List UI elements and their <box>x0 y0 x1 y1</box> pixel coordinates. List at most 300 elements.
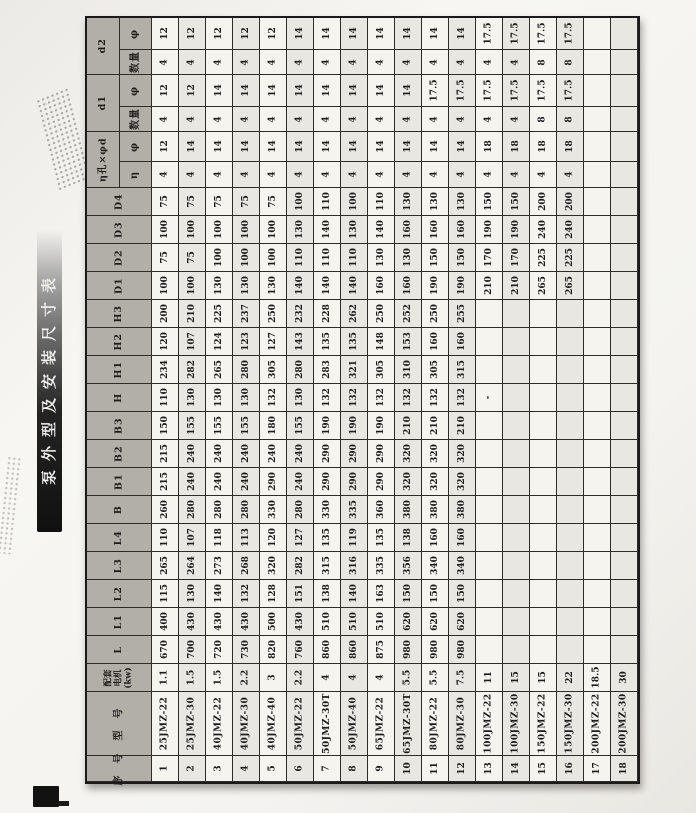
row-group-label <box>87 132 120 188</box>
table-cell <box>422 636 449 664</box>
table-cell-text: 4 <box>429 171 440 178</box>
table-cell <box>287 756 314 782</box>
table-cell <box>368 580 395 608</box>
table-cell <box>395 162 422 188</box>
table-cell <box>314 384 341 412</box>
table-cell <box>449 216 476 244</box>
row-label-text: H1 <box>113 360 125 379</box>
table-cell-text: 40JMZ-22 <box>213 696 224 751</box>
table-cell-text: 430 <box>186 612 197 631</box>
table-cell-text: 110 <box>375 192 386 211</box>
table-cell-text: 14 <box>510 762 521 775</box>
row-label-text: B <box>113 504 125 515</box>
table-cell-text: 4 <box>213 115 224 123</box>
table-cell-text: 12 <box>159 27 170 40</box>
row-label <box>87 636 152 664</box>
table-cell <box>503 412 530 440</box>
row-label-text: L1 <box>113 613 125 630</box>
table-cell <box>557 272 584 300</box>
table-cell <box>611 440 638 468</box>
table-cell-text: 14 <box>402 84 413 97</box>
table-cell <box>422 412 449 440</box>
table-cell <box>530 524 557 552</box>
table-cell <box>179 107 206 132</box>
table-cell <box>260 244 287 272</box>
table-cell-text: 135 <box>348 332 359 351</box>
table-cell <box>611 272 638 300</box>
table-cell-text: 160 <box>429 528 440 547</box>
table-cell <box>152 50 179 75</box>
table-cell-text: 262 <box>348 304 359 323</box>
table-cell-text: 280 <box>240 360 251 379</box>
table-cell <box>449 636 476 664</box>
table-cell <box>449 756 476 782</box>
table-cell <box>476 162 503 188</box>
table-cell <box>368 552 395 580</box>
table-cell-text: 110 <box>348 248 359 267</box>
row-label <box>87 356 152 384</box>
table-cell-text: 15 <box>537 671 548 684</box>
table-cell-text: 2.2 <box>294 669 305 686</box>
table-cell-text: 4 <box>213 58 224 66</box>
row-label-text: L2 <box>113 585 125 602</box>
table-cell <box>395 756 422 782</box>
table-cell <box>476 244 503 272</box>
table-cell <box>314 552 341 580</box>
table-cell <box>476 132 503 162</box>
table-cell <box>530 608 557 636</box>
table-cell <box>395 440 422 468</box>
table-cell-text: 240 <box>186 444 197 463</box>
table-cell <box>476 552 503 580</box>
table-cell-text: 75 <box>240 195 251 208</box>
table-cell-text: 75 <box>186 195 197 208</box>
table-cell <box>314 132 341 162</box>
table-cell-text: 4 <box>267 171 278 178</box>
table-cell <box>341 412 368 440</box>
table-cell-text: 14 <box>402 140 413 153</box>
table-cell <box>314 300 341 328</box>
table-cell <box>449 468 476 496</box>
table-cell-text: 100 <box>348 192 359 211</box>
table-cell-text: 150 <box>402 584 413 603</box>
table-cell <box>287 356 314 384</box>
table-cell <box>503 107 530 132</box>
table-cell <box>530 216 557 244</box>
table-cell <box>206 664 233 692</box>
table-cell-text: 190 <box>375 416 386 435</box>
table-cell <box>395 244 422 272</box>
table-cell-text: 8 <box>537 58 548 66</box>
row-sublabel <box>120 132 152 162</box>
table-cell-text: 151 <box>294 584 305 603</box>
table-cell-text: 132 <box>402 388 413 407</box>
table-cell-text: 4 <box>456 171 467 178</box>
table-cell-text: 130 <box>267 276 278 295</box>
table-cell <box>476 75 503 107</box>
row-label <box>87 664 152 692</box>
table-cell-text: 14 <box>375 140 386 153</box>
table-cell <box>449 412 476 440</box>
table-cell-text: 17.5 <box>510 79 521 102</box>
table-cell <box>260 107 287 132</box>
table-cell <box>422 50 449 75</box>
table-cell-text: 7 <box>321 765 332 772</box>
table-cell-text: 760 <box>294 640 305 659</box>
table-cell-text: 320 <box>402 444 413 463</box>
row-label <box>87 328 152 356</box>
row-label <box>87 468 152 496</box>
table-cell <box>584 384 611 412</box>
table-cell <box>611 412 638 440</box>
table-cell <box>422 440 449 468</box>
table-cell-text: 150 <box>510 192 521 211</box>
table-cell-text: 18 <box>618 762 629 775</box>
table-cell <box>422 692 449 756</box>
table-cell-text: 320 <box>402 472 413 491</box>
table-cell <box>503 75 530 107</box>
table-cell <box>476 496 503 524</box>
table-cell-text: 14 <box>294 27 305 40</box>
table-cell <box>395 216 422 244</box>
table-cell-text: 190 <box>456 276 467 295</box>
table-cell-text: 5 <box>267 765 278 772</box>
table-cell-text: 130 <box>213 276 224 295</box>
table-cell <box>395 75 422 107</box>
table-cell-text: 80JMZ-22 <box>429 696 440 751</box>
table-cell-text: 11 <box>429 762 440 775</box>
table-cell <box>368 244 395 272</box>
table-cell <box>287 272 314 300</box>
table-cell <box>368 524 395 552</box>
table-cell-text: 190 <box>321 416 332 435</box>
table-cell-text: 140 <box>294 276 305 295</box>
table-cell-text: 160 <box>402 220 413 239</box>
table-cell <box>611 384 638 412</box>
row-sublabel <box>120 75 152 107</box>
row-label <box>87 580 152 608</box>
table-cell <box>260 18 287 50</box>
table-cell <box>152 524 179 552</box>
table-cell <box>557 524 584 552</box>
table-cell-text: 155 <box>294 416 305 435</box>
table-cell <box>584 272 611 300</box>
table-cell-text: 50JMZ-30T <box>321 693 332 754</box>
row-label-line: 电机 <box>114 669 124 687</box>
table-cell-text: 4 <box>159 171 170 178</box>
table-cell <box>206 756 233 782</box>
table-cell <box>449 692 476 756</box>
table-cell-text: 135 <box>321 332 332 351</box>
table-cell <box>314 107 341 132</box>
table-cell-text: 3 <box>213 765 224 772</box>
table-cell <box>287 692 314 756</box>
table-cell <box>611 75 638 107</box>
table-cell <box>449 356 476 384</box>
table-cell <box>530 756 557 782</box>
table-cell <box>422 272 449 300</box>
table-cell <box>395 580 422 608</box>
table-cell-text: 100 <box>159 220 170 239</box>
table-cell-text: 140 <box>321 220 332 239</box>
table-cell <box>476 107 503 132</box>
table-cell <box>341 272 368 300</box>
table-cell <box>260 75 287 107</box>
table-cell <box>152 244 179 272</box>
table-cell <box>611 216 638 244</box>
table-cell-text: 10 <box>402 762 413 775</box>
table-cell <box>206 440 233 468</box>
table-cell <box>206 107 233 132</box>
table-cell-text: 132 <box>267 388 278 407</box>
table-cell-text: 860 <box>321 640 332 659</box>
table-cell-text: 17 <box>591 762 602 775</box>
table-cell-text: 290 <box>348 444 359 463</box>
table-cell-text: 1.5 <box>186 669 197 686</box>
table-cell <box>152 188 179 216</box>
table-cell <box>233 244 260 272</box>
row-label <box>87 524 152 552</box>
table-cell-text: 6 <box>294 765 305 772</box>
table-cell <box>341 756 368 782</box>
table-cell-text: 153 <box>402 332 413 351</box>
table-cell <box>395 328 422 356</box>
row-label-text: B1 <box>113 473 125 490</box>
table-cell-text: 282 <box>186 360 197 379</box>
table-cell-text: 18 <box>564 140 575 153</box>
table-cell <box>314 356 341 384</box>
table-cell <box>233 608 260 636</box>
table-cell-text: 430 <box>213 612 224 631</box>
table-cell <box>341 107 368 132</box>
table-cell-text: 321 <box>348 360 359 379</box>
table-cell <box>260 552 287 580</box>
table-cell-text: 17.5 <box>483 22 494 45</box>
table-cell <box>233 756 260 782</box>
table-cell <box>152 552 179 580</box>
table-cell-text: 200JMZ-22 <box>591 693 602 754</box>
table-cell <box>368 356 395 384</box>
table-cell-text: 820 <box>267 640 278 659</box>
table-cell-text: 25JMZ-30 <box>186 696 197 751</box>
table-cell <box>152 300 179 328</box>
table-cell-text: 4 <box>267 58 278 66</box>
table-cell-text: 4 <box>429 58 440 66</box>
table-cell <box>611 524 638 552</box>
table-cell-text: 310 <box>402 360 413 379</box>
table-cell <box>179 608 206 636</box>
table-cell-text: 4 <box>240 58 251 66</box>
table-cell-text: 100 <box>294 192 305 211</box>
table-cell <box>233 107 260 132</box>
table-cell <box>449 300 476 328</box>
table-cell <box>476 216 503 244</box>
table-cell <box>314 50 341 75</box>
table-cell-text: 8 <box>564 115 575 123</box>
table-cell <box>287 384 314 412</box>
table-cell <box>557 636 584 664</box>
table-cell <box>611 636 638 664</box>
table-cell-text: 240 <box>240 444 251 463</box>
table-cell <box>422 664 449 692</box>
table-cell <box>287 580 314 608</box>
table-cell-text: 130 <box>375 248 386 267</box>
table-cell-text: 113 <box>240 528 251 547</box>
table-cell-text: 4 <box>348 674 359 681</box>
table-cell-text: 264 <box>186 556 197 575</box>
table-cell-text: 130 <box>186 584 197 603</box>
table-cell-text: 240 <box>564 220 575 239</box>
table-cell-text: 335 <box>375 556 386 575</box>
table-cell <box>233 162 260 188</box>
table-cell-text: 100 <box>186 220 197 239</box>
table-cell-text: 240 <box>294 472 305 491</box>
table-cell-text: 140 <box>375 220 386 239</box>
table-cell-text: 40JMZ-30 <box>240 696 251 751</box>
row-label <box>87 440 152 468</box>
table-cell-text: 65JMZ-30T <box>402 693 413 754</box>
table-cell <box>260 188 287 216</box>
table-cell <box>476 440 503 468</box>
table-cell-text: 107 <box>186 332 197 351</box>
table-cell <box>341 75 368 107</box>
table-cell-text: 240 <box>537 220 548 239</box>
table-cell <box>449 132 476 162</box>
table-cell-text: 150JMZ-30 <box>564 693 575 754</box>
table-cell-text: 4 <box>483 58 494 66</box>
row-label-text: L3 <box>113 557 125 574</box>
table-cell <box>395 496 422 524</box>
table-cell-text: 18 <box>537 140 548 153</box>
table-cell <box>530 300 557 328</box>
table-cell <box>449 496 476 524</box>
table-cell-text: 130 <box>186 388 197 407</box>
table-cell-text: 130 <box>456 192 467 211</box>
table-cell-text: 65JMZ-22 <box>375 696 386 751</box>
table-cell <box>449 328 476 356</box>
table-cell <box>476 756 503 782</box>
table-cell <box>314 272 341 300</box>
table-cell-text: 100 <box>267 220 278 239</box>
table-cell <box>530 328 557 356</box>
table-cell <box>557 384 584 412</box>
table-cell-text: 130 <box>213 388 224 407</box>
table-cell-text: 14 <box>375 27 386 40</box>
table-cell-text: 4 <box>510 115 521 123</box>
row-label-text: 序 号 <box>113 752 124 785</box>
table-cell <box>314 18 341 50</box>
table-cell-text: 130 <box>240 276 251 295</box>
table-cell-text: 14 <box>456 140 467 153</box>
table-cell <box>179 75 206 107</box>
table-cell <box>206 188 233 216</box>
row-label-line: 配套 <box>104 669 114 687</box>
table-cell <box>287 468 314 496</box>
table-cell-text: 4 <box>456 115 467 123</box>
table-cell <box>530 18 557 50</box>
table-cell <box>233 580 260 608</box>
row-label <box>87 608 152 636</box>
table-cell <box>233 216 260 244</box>
table-cell-text: 75 <box>159 195 170 208</box>
table-cell-text: 190 <box>348 416 359 435</box>
table-cell-text: 130 <box>429 192 440 211</box>
table-cell-text: 4 <box>267 115 278 123</box>
table-cell <box>206 692 233 756</box>
table-cell <box>152 384 179 412</box>
table-cell <box>503 216 530 244</box>
table-cell <box>260 692 287 756</box>
table-cell-text: 268 <box>240 556 251 575</box>
table-cell <box>422 608 449 636</box>
table-cell <box>557 244 584 272</box>
table-cell-text: 210 <box>510 276 521 295</box>
table-cell <box>233 328 260 356</box>
table-cell <box>368 50 395 75</box>
table-cell <box>233 664 260 692</box>
table-cell-text: 240 <box>186 472 197 491</box>
table-cell-text: 14 <box>348 84 359 97</box>
row-label-text: D2 <box>113 249 125 266</box>
table-cell <box>260 216 287 244</box>
table-cell <box>233 188 260 216</box>
table-cell <box>503 18 530 50</box>
table-cell <box>584 188 611 216</box>
table-cell-text: 119 <box>348 528 359 547</box>
table-cell <box>233 132 260 162</box>
table-cell <box>395 272 422 300</box>
table-cell-text: 280 <box>213 500 224 519</box>
table-cell <box>530 244 557 272</box>
table-cell-text: 4 <box>294 115 305 123</box>
table-cell-text: 135 <box>321 528 332 547</box>
table-cell-text: 100 <box>213 248 224 267</box>
table-cell <box>260 756 287 782</box>
table-cell <box>287 496 314 524</box>
table-cell <box>287 524 314 552</box>
table-cell <box>422 328 449 356</box>
table-cell-text: 4 <box>321 58 332 66</box>
table-cell <box>179 328 206 356</box>
row-sublabel-text: 数量 <box>129 51 141 73</box>
table-cell-text: 225 <box>213 304 224 323</box>
table-cell <box>341 664 368 692</box>
table-cell-text: 140 <box>213 584 224 603</box>
table-cell <box>449 18 476 50</box>
table-cell <box>557 692 584 756</box>
table-cell <box>206 216 233 244</box>
table-cell-text: 8 <box>564 58 575 66</box>
table-cell-text: 17.5 <box>537 22 548 45</box>
table-cell <box>368 440 395 468</box>
table-cell-text: 265 <box>537 276 548 295</box>
table-cell-text: 3 <box>267 674 278 681</box>
page-corner-mark-tail <box>58 801 69 806</box>
table-cell-text: 225 <box>564 248 575 267</box>
table-cell-text: 110 <box>159 528 170 547</box>
table-cell-text: 16 <box>564 762 575 775</box>
table-cell-text: 140 <box>348 584 359 603</box>
table-cell <box>476 524 503 552</box>
table-cell <box>557 18 584 50</box>
table-cell <box>476 468 503 496</box>
table-cell <box>179 496 206 524</box>
table-cell-text: 4 <box>375 115 386 123</box>
row-label-text: B3 <box>113 417 125 434</box>
table-cell-text: 265 <box>159 556 170 575</box>
table-cell-text: 124 <box>213 332 224 351</box>
table-cell-text: 200 <box>537 192 548 211</box>
